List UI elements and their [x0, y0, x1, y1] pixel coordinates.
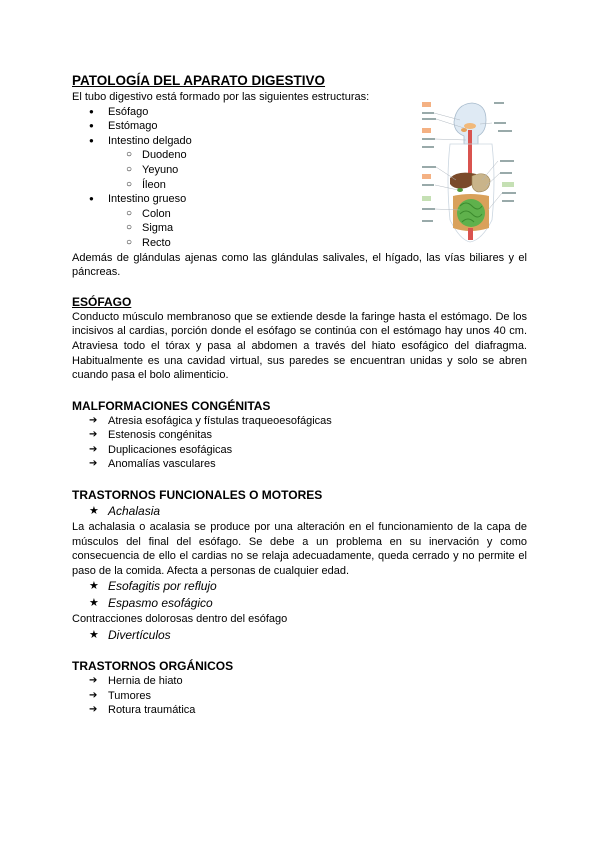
espasmo-item: ★ Espasmo esofágico [89, 596, 213, 611]
star-icon: ★ [89, 597, 99, 610]
list-item: ➔ Duplicaciones esofágicas [72, 443, 527, 458]
espasmo-text: Contracciones dolorosas dentro del esófago [72, 613, 288, 626]
star-icon: ★ [89, 505, 99, 518]
list-item: ➔ Atresia esofágica y fístulas traqueoesofágicas [72, 414, 527, 429]
list-item: ➔ Estenosis congénitas [72, 428, 527, 443]
list-item: ● Intestino delgado [72, 134, 527, 149]
list-item: ➔ Rotura traumática [72, 703, 527, 718]
list-item: ○ Duodeno [72, 148, 527, 163]
funcionales-heading: TRASTORNOS FUNCIONALES O MOTORES [72, 488, 323, 503]
achalasia-text: La achalasia o acalasia se produce por una alteración en el funcionamiento de la capa de músculos del final del esófago. Se debe a un problema en su inervación y como consecuencia de ello el cardias no se relaja adecuadamente, queda cerrado y no permite el paso de la comida. Afecta a personas de cualquier edad. [72, 521, 527, 577]
glands-text: Además de glándulas ajenas como las glándulas salivales, el hígado, las vías biliares y el páncreas. [72, 251, 527, 279]
list-item: ○ Íleon [72, 178, 527, 193]
organicos-heading: TRASTORNOS ORGÁNICOS [72, 659, 234, 674]
list-item: ● Esófago [72, 105, 527, 120]
esofago-paragraph: Conducto músculo membranoso que se extiende desde la faringe hasta el estómago. De los incisivos al cardias, porción donde el esófago se continúa con el estómago hay unos 40 cm. Atraviesa todo el tórax y pasa al abdomen a través del hiato esofágico del diafragma. Habitualmente es una cavidad virtual, sus paredes se encuentran unidas y solo se abren cuando pasa el bolo alimenticio. [72, 310, 527, 382]
list-item: ○ Yeyuno [72, 163, 527, 178]
page-title: PATOLOGÍA DEL APARATO DIGESTIVO [72, 73, 326, 88]
star-icon: ★ [89, 629, 99, 642]
malformaciones-heading: MALFORMACIONES CONGÉNITAS [72, 398, 271, 413]
list-item: ➔ Tumores [72, 689, 527, 704]
star-icon: ★ [89, 580, 99, 593]
diverticulos-item: ★ Divertículos [89, 628, 171, 643]
list-item: ● Intestino grueso [72, 192, 527, 207]
digestive-system-figure [420, 100, 522, 243]
esofago-heading: ESÓFAGO [72, 294, 132, 309]
organicos-list [72, 674, 527, 718]
achalasia-item: ★ Achalasia [89, 504, 161, 519]
intro-text: El tubo digestivo está formado por las siguientes estructuras: [72, 91, 370, 103]
list-item: ○ Colon [72, 207, 527, 222]
list-item: ○ Sigma [72, 221, 527, 236]
list-item: ➔ Anomalías vasculares [72, 457, 527, 472]
malformaciones-list [72, 414, 527, 472]
list-item: ➔ Hernia de hiato [72, 674, 527, 689]
list-item: ● Estómago [72, 119, 527, 134]
esofagitis-item: ★ Esofagitis por reflujo [89, 579, 217, 594]
list-item: ○ Recto [72, 236, 527, 251]
